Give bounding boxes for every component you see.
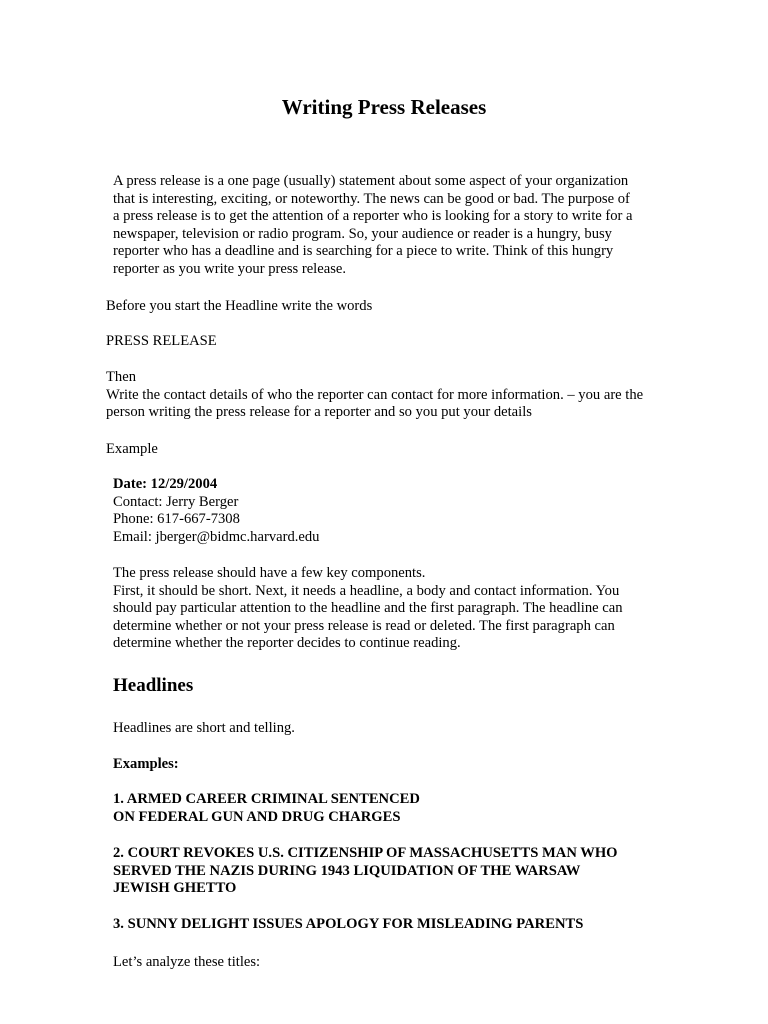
before-headline-text: Before you start the Headline write the words xyxy=(106,298,373,314)
headline-example-line: 2. COURT REVOKES U.S. CITIZENSHIP OF MASSACHUSETTS MAN WHO xyxy=(113,845,618,861)
components-line: The press release should have a few key components. xyxy=(113,565,426,581)
headline-example-line: 3. SUNNY DELIGHT ISSUES APOLOGY FOR MISLEADING PARENTS xyxy=(113,916,584,932)
components-line: First, it should be short. Next, it needs a headline, a body and contact information. You xyxy=(113,582,620,599)
press-release-label: PRESS RELEASE xyxy=(106,333,217,349)
examples-label: Examples: xyxy=(113,756,179,772)
contact-instructions xyxy=(106,369,676,422)
contact-example xyxy=(113,476,673,546)
intro-line: a press release is to get the attention of a reporter who is looking for a story to write for a xyxy=(113,208,633,225)
contact-line: person writing the press release for a reporter and so you put your details xyxy=(106,404,532,421)
intro-line: newspaper, television or radio program. So, your audience or reader is a hungry, busy xyxy=(113,225,612,242)
then-label: Then xyxy=(106,369,136,385)
components-line: determine whether the reporter decides to continue reading. xyxy=(113,635,461,652)
intro-line: that is interesting, exciting, or noteworthy. The news can be good or bad. The purpose of xyxy=(113,190,630,207)
headline-example-line: SERVED THE NAZIS DURING 1943 LIQUIDATION OF THE WARSAW xyxy=(113,862,581,879)
example-label: Example xyxy=(106,441,158,457)
components-line: determine whether or not your press release is read or deleted. The first paragraph can xyxy=(113,617,615,634)
contact-line: Write the contact details of who the reporter can contact for more information. – you are the xyxy=(106,386,644,403)
intro-line: reporter as you write your press release. xyxy=(113,260,347,277)
headline-example-1 xyxy=(113,791,673,826)
intro-line: A press release is a one page (usually) statement about some aspect of your organization xyxy=(113,173,629,189)
intro-paragraph xyxy=(113,173,673,279)
document-title: Writing Press Releases xyxy=(281,95,487,119)
headline-example-2 xyxy=(113,845,673,898)
components-paragraph xyxy=(113,565,673,653)
headlines-heading: Headlines xyxy=(113,675,194,696)
example-email: Email: jberger@bidmc.harvard.edu xyxy=(113,528,320,545)
headline-example-line: ON FEDERAL GUN AND DRUG CHARGES xyxy=(113,808,401,825)
headline-example-3 xyxy=(113,916,673,934)
headlines-intro: Headlines are short and telling. xyxy=(113,720,295,736)
analyze-label: Let’s analyze these titles: xyxy=(113,954,261,970)
example-phone: Phone: 617-667-7308 xyxy=(113,511,240,528)
headline-example-line: 1. ARMED CAREER CRIMINAL SENTENCED xyxy=(113,791,420,807)
intro-line: reporter who has a deadline and is searching for a piece to write. Think of this hungry xyxy=(113,243,614,260)
example-contact: Contact: Jerry Berger xyxy=(113,493,239,510)
headline-example-line: JEWISH GHETTO xyxy=(113,880,237,897)
example-date: Date: 12/29/2004 xyxy=(113,476,218,492)
components-line: should pay particular attention to the headline and the first paragraph. The headline can xyxy=(113,600,623,617)
